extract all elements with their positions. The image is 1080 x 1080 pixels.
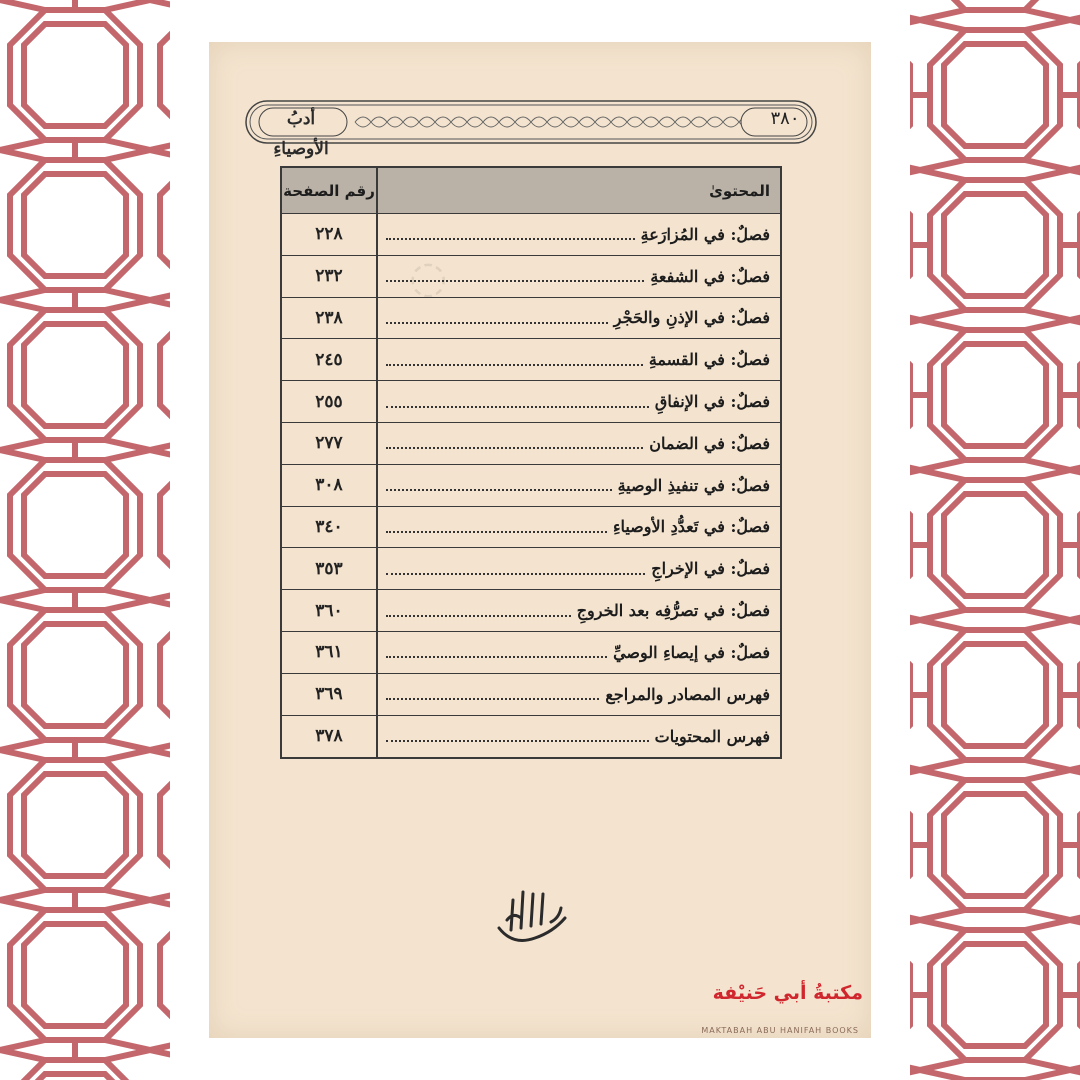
entry-title: فصلٌ: في الضمان — [649, 433, 770, 453]
dot-leader — [386, 445, 643, 449]
entry-title-cell — [376, 298, 780, 339]
book-page — [209, 42, 871, 1038]
header-title-cell — [376, 168, 780, 213]
dot-leader — [386, 404, 649, 408]
table-row — [282, 214, 780, 256]
header-title-label: المحتوىٰ — [709, 181, 770, 200]
entry-title: فصلٌ: في تنفيذِ الوصيةِ — [617, 475, 770, 495]
entry-title: فصلٌ: في تَعدُّدِ الأوصياءِ — [612, 517, 770, 537]
dot-leader — [386, 571, 645, 575]
entry-page-number: ٢٥٥ — [315, 391, 343, 412]
table-row — [282, 381, 780, 423]
entry-title-cell — [376, 423, 780, 464]
entry-title: فصلٌ: في تصرُّفِه بعد الخروجِ — [576, 601, 770, 621]
header-page-cell — [282, 168, 376, 213]
entry-page-number: ٢٣٨ — [315, 307, 343, 328]
dot-leader — [386, 362, 643, 366]
dot-leader — [386, 654, 607, 658]
entry-title-cell — [376, 716, 780, 758]
table-row — [282, 548, 780, 590]
bleed-through-text: ◌ — [409, 252, 448, 303]
dot-leader — [386, 236, 635, 240]
table-row — [282, 590, 780, 632]
table-row — [282, 339, 780, 381]
entry-title: فهرس المحتويات — [654, 726, 770, 746]
entry-title-cell — [376, 674, 780, 715]
left-geometric-pattern — [0, 0, 170, 1080]
entry-title: فصلٌ: في المُزارَعةِ — [640, 224, 770, 244]
table-row — [282, 632, 780, 674]
entry-page-number: ٢٢٨ — [315, 224, 343, 245]
entry-page-number: ٢٤٥ — [315, 349, 343, 370]
dot-leader — [386, 613, 571, 617]
table-row — [282, 256, 780, 298]
table-row — [282, 465, 780, 507]
entry-title-cell — [376, 465, 780, 506]
table-row — [282, 298, 780, 340]
publisher-logo-arabic: مكتبةُ أبي حَنيْفة — [712, 982, 863, 1004]
running-book-title: أدبُ الأوصياءِ — [273, 109, 329, 159]
dot-leader — [386, 529, 607, 533]
entry-title-cell — [376, 590, 780, 631]
entry-title-cell — [376, 548, 780, 589]
right-geometric-pattern — [910, 0, 1080, 1080]
entry-title: فصلٌ: في الإخراجِ — [651, 559, 770, 579]
closing-calligraphy — [489, 880, 579, 950]
contents-table — [280, 166, 782, 759]
entry-title-cell — [376, 256, 780, 297]
dot-leader — [386, 278, 644, 282]
entry-page-number: ٢٣٢ — [315, 266, 343, 287]
entry-title: فصلٌ: في إيصاءِ الوصيِّ — [613, 642, 770, 662]
entry-page-number: ٣٦١ — [315, 642, 343, 663]
entry-page-number: ٢٧٧ — [315, 433, 343, 454]
entry-page-number: ٣٦٠ — [315, 600, 343, 621]
entry-page-number: ٣٠٨ — [315, 475, 343, 496]
entry-title-cell — [376, 507, 780, 548]
dot-leader — [386, 696, 599, 700]
entry-page-number: ٣٤٠ — [315, 516, 343, 537]
entry-title-cell — [376, 214, 780, 255]
entry-title: فصلٌ: في الشفعةِ — [650, 266, 770, 286]
entry-title-cell — [376, 381, 780, 422]
dot-leader — [386, 320, 608, 324]
table-header-row — [282, 168, 780, 214]
entry-page-number: ٣٧٨ — [315, 726, 343, 747]
dot-leader — [386, 487, 612, 491]
entry-title-cell — [376, 632, 780, 673]
table-row — [282, 674, 780, 716]
entry-page-number: ٣٦٩ — [315, 684, 343, 705]
entry-title: فهرس المصادر والمراجع — [605, 684, 770, 704]
entry-title: فصلٌ: في الإذنِ والحَجْرِ — [613, 308, 770, 328]
entry-title-cell — [376, 339, 780, 380]
table-row — [282, 423, 780, 465]
entry-page-number: ٣٥٣ — [315, 558, 343, 579]
header-page-label: رقم الصفحة — [283, 181, 375, 200]
publisher-logo-english: MAKTABAH ABU HANIFAH BOOKS — [701, 1026, 859, 1035]
entry-title: فصلٌ: في الإنفاقِ — [654, 392, 770, 412]
page-number: ٣٨٠ — [770, 108, 800, 129]
dot-leader — [386, 738, 649, 742]
entry-title: فصلٌ: في القسمةِ — [648, 350, 770, 370]
table-row — [282, 507, 780, 549]
table-row — [282, 716, 780, 758]
